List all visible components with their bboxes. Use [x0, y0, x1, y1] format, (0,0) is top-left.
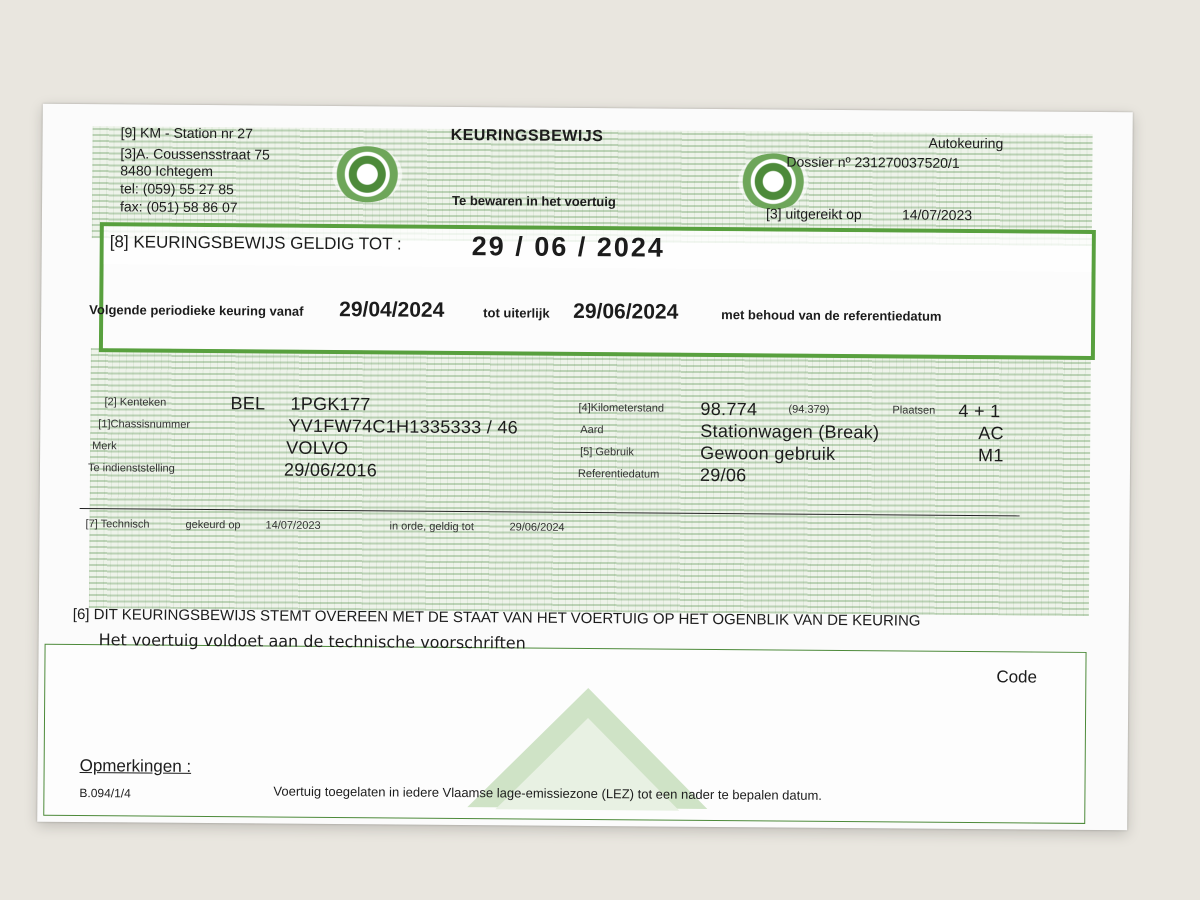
- order-date: 29/06/2024: [509, 521, 565, 534]
- issued-label: [3] uitgereikt op: [765, 205, 862, 223]
- approved-label: gekeurd op: [185, 518, 241, 532]
- station-line: [9] KM - Station nr 27: [120, 124, 253, 142]
- code-label: Code: [996, 667, 1038, 687]
- keep-note: Te bewaren in het voertuig: [452, 192, 616, 210]
- statement: [6] DIT KEURINGSBEWIJS STEMT OVEREEN MET DE STAAT VAN HET VOERTUIG OP HET OGENBLIK VAN DE KEURING: [72, 605, 921, 630]
- next-inspection-suffix: met behoud van de referentiedatum: [721, 307, 942, 324]
- plate-label: [2] Kenteken: [104, 396, 167, 409]
- kind-value: Stationwagen (Break): [700, 420, 880, 443]
- next-inspection-prefix: Volgende periodieke keuring vanaf: [89, 302, 304, 319]
- station-city: 8480 Ichtegem: [120, 162, 214, 180]
- inspection-certificate: [37, 104, 1133, 831]
- km-previous: (94.379): [788, 403, 830, 416]
- document-title: KEURINGSBEWIJS: [450, 126, 604, 146]
- use-code: M1: [978, 445, 1004, 466]
- make-value: VOLVO: [286, 437, 349, 459]
- technical-label: [7] Technisch: [85, 518, 150, 531]
- km-label: [4]Kilometerstand: [578, 401, 665, 415]
- remark-code: B.094/1/4: [79, 786, 131, 801]
- km-value: 98.774: [700, 398, 758, 420]
- next-inspection-until: 29/06/2024: [573, 299, 679, 324]
- issued-date: 14/07/2023: [901, 206, 973, 224]
- approved-date: 14/07/2023: [265, 519, 321, 532]
- make-label: Merk: [92, 440, 117, 453]
- plate-country: BEL: [230, 393, 266, 414]
- validity-label: [8] KEURINGSBEWIJS GELDIG TOT :: [109, 232, 402, 254]
- reference-date: 29/06: [699, 464, 747, 486]
- plate-number: 1PGK177: [290, 393, 371, 415]
- seats-value: 4 + 1: [958, 400, 1001, 422]
- validity-date: 29 / 06 / 2024: [471, 231, 665, 263]
- result-text: Het voertuig voldoet aan de technische voorschriften: [98, 630, 526, 653]
- validity-box: [89, 222, 1096, 360]
- until-label: tot uiterlijk: [483, 305, 550, 321]
- use-label: [5] Gebruik: [580, 445, 634, 459]
- station-address: [3]A. Coussensstraat 75: [120, 145, 270, 163]
- station-fax: fax: (051) 58 86 07: [119, 198, 238, 216]
- use-value: Gewoon gebruik: [700, 442, 836, 464]
- remark-text: Voertuig toegelaten in iedere Vlaamse lage-emissiezone (LEZ) tot een nader te bepalen datum.: [273, 783, 823, 803]
- reference-label: Referentiedatum: [577, 467, 660, 481]
- chassis-label: [1]Chassisnummer: [98, 418, 191, 431]
- kind-label: Aard: [580, 423, 604, 437]
- dossier-number: Dossier nº 231270037520/1: [786, 153, 960, 171]
- security-pattern-bottom: [89, 348, 1091, 616]
- eye-logo-icon: [332, 146, 402, 203]
- inspection-type: Autokeuring: [928, 134, 1004, 152]
- seats-label: Plaatsen: [892, 404, 936, 417]
- chassis-number: YV1FW74C1H1335333 / 46: [288, 415, 519, 438]
- kind-code: AC: [978, 423, 1004, 444]
- registration-date: 29/06/2016: [283, 459, 378, 481]
- registration-label: Te indienststelling: [87, 462, 175, 475]
- next-inspection-from: 29/04/2024: [339, 298, 445, 322]
- order-label: in orde, geldig tot: [389, 520, 474, 534]
- remarks-label: Opmerkingen :: [79, 756, 192, 776]
- station-phone: tel: (059) 55 27 85: [120, 180, 234, 198]
